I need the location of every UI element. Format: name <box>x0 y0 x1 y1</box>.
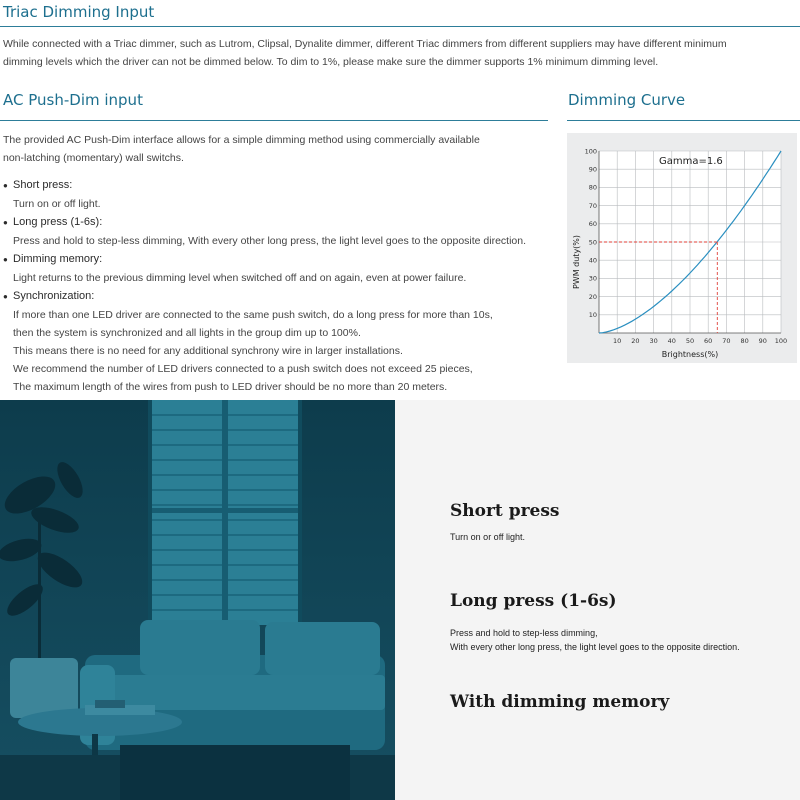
triac-title: Triac Dimming Input <box>3 3 155 21</box>
y-tick-label: 20 <box>588 292 597 301</box>
panel-long-line1: Press and hold to step-less dimming, <box>450 628 598 638</box>
x-tick-label: 30 <box>649 337 658 345</box>
bullet-line: This means there is no need for any additional synchrony wire in larger installations. <box>13 345 403 357</box>
y-tick-label: 10 <box>588 311 597 320</box>
y-tick-label: 100 <box>584 147 597 156</box>
x-tick-label: 50 <box>685 337 695 345</box>
living-room-photo <box>0 400 395 800</box>
curve-rule <box>567 120 800 121</box>
bullet-dot-icon: ● <box>3 181 8 190</box>
bullet-title <box>3 250 548 269</box>
panel-long-title: Long press (1-6s) <box>450 591 617 611</box>
panel-short-text: Turn on or off light. <box>450 532 526 542</box>
x-tick-label: 20 <box>631 337 640 345</box>
bullet-title <box>3 176 548 195</box>
x-tick-label: 60 <box>704 337 713 345</box>
bullet-line: We recommend the number of LED drivers connected to a push switch does not exceed 25 pieces, <box>13 363 473 375</box>
bullet-title <box>3 213 548 232</box>
push-dim-rule <box>0 120 548 121</box>
bullet-line: Turn on or off light. <box>13 198 101 210</box>
panel-short-title: Short press <box>450 501 560 521</box>
dimming-curve-svg <box>567 133 797 363</box>
curve-title: Dimming Curve <box>568 91 686 109</box>
bullet-line: The maximum length of the wires from push to LED driver should be no more than 20 meters. <box>13 381 448 393</box>
dimming-curve-chart <box>567 133 797 363</box>
y-tick-label: 40 <box>588 256 597 265</box>
bullet-line: Press and hold to step-less dimming, With every other long press, the light level goes to the opposite direction. <box>13 235 527 247</box>
y-tick-label: 70 <box>588 201 597 210</box>
panel-long-line2: With every other long press, the light level goes to the opposite direction. <box>450 642 740 652</box>
feature-panel <box>395 400 800 800</box>
bullet-line: then the system is synchronized and all lights in the group dim up to 100%. <box>13 327 361 339</box>
x-tick-label: 10 <box>613 337 622 345</box>
y-tick-label: 50 <box>588 238 597 247</box>
x-axis-label: Brightness(%) <box>661 350 719 359</box>
x-tick-label: 40 <box>667 337 676 345</box>
living-room-illustration <box>0 400 395 800</box>
bullet-title-text: Short press: <box>13 179 73 191</box>
bullet-title-text: Synchronization: <box>13 290 95 302</box>
bullet-line: Light returns to the previous dimming level when switched off and on again, even at power failure. <box>13 272 467 284</box>
y-axis-label: PWM duty(%) <box>572 234 581 290</box>
bullet-title-text: Long press (1-6s): <box>13 216 103 228</box>
bullet-dot-icon: ● <box>3 218 8 227</box>
bullet-title-text: Dimming memory: <box>13 253 103 265</box>
x-tick-label: 80 <box>740 337 749 345</box>
triac-rule <box>0 26 800 27</box>
bullet-title <box>3 287 548 306</box>
push-dim-title: AC Push-Dim input <box>3 91 143 109</box>
push-dim-intro-line2: non-latching (momentary) wall switchs. <box>3 152 184 164</box>
panel-memory-title: With dimming memory <box>450 692 670 712</box>
x-tick-label: 100 <box>774 337 788 345</box>
triac-text-line2: dimming levels which the driver can not be dimmed below. To dim to 1%, please make sure the dimmer supports 1% minimum dimming level. <box>3 56 659 68</box>
y-tick-label: 60 <box>588 220 597 229</box>
bullet-line: If more than one LED driver are connected to the same push switch, do a long press for more than 10s, <box>13 309 493 321</box>
push-dim-intro-line1: The provided AC Push-Dim interface allows for a simple dimming method using commercially available <box>3 134 480 146</box>
y-tick-label: 90 <box>588 165 597 174</box>
bullet-dot-icon: ● <box>3 292 8 301</box>
gamma-annotation: Gamma=1.6 <box>659 156 723 167</box>
x-tick-label: 70 <box>722 337 731 345</box>
push-dim-bullet-list <box>3 176 548 396</box>
y-tick-label: 30 <box>588 274 597 283</box>
y-tick-label: 80 <box>588 183 597 192</box>
triac-text-line1: While connected with a Triac dimmer, such as Lutrom, Clipsal, Dynalite dimmer, different Triac dimmers from different suppliers may have different minimum <box>3 38 727 50</box>
x-tick-label: 90 <box>758 337 767 345</box>
bullet-dot-icon: ● <box>3 255 8 264</box>
